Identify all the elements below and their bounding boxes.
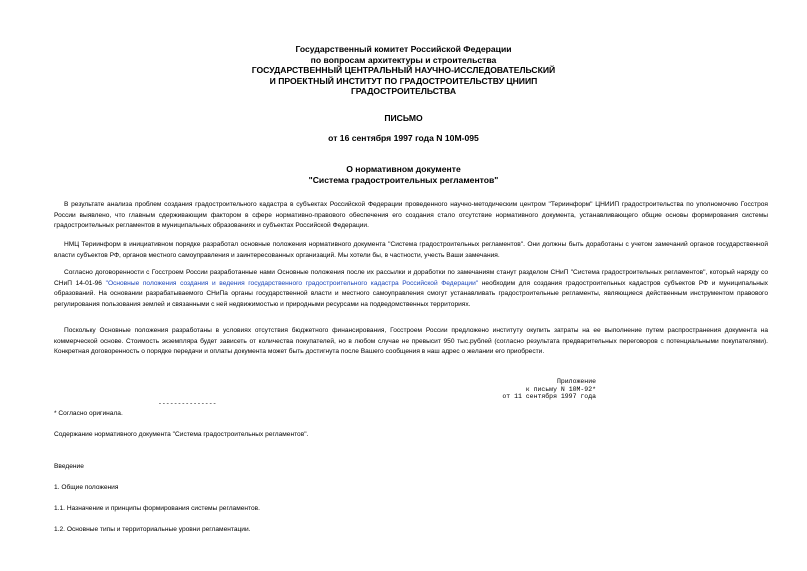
subject-line-2: "Система градостроительных регламентов" xyxy=(308,175,499,185)
contents-item: Введение xyxy=(54,463,84,470)
paragraph-2: НМЦ Териинформ в инициативном порядке разработал основные положения нормативного документа "Система градостроительных регламентов". Они должны быть доработаны с учетом замечаний органов государственной власти субъектов РФ, органов местного самоуправления и заинтересованных организаций. Мы хотели бы, в частности, учесть Ваши замечания. xyxy=(54,241,768,259)
snip-link[interactable]: "Основные положения создания и ведения государственного градостроительного кадастра Российской Федерации" xyxy=(105,279,479,287)
separator-line: --------------- xyxy=(158,400,217,407)
paragraph-3-text-end: необходим для создания градостроительных кадастров субъектов РФ и муниципальных образований. На основании разрабатываемого СНиПа органы государственной власти и местного самоуправления смогут устанавливать градостроительные регламенты, являющиеся действенным инструментом правового регулирования пользования землей и связанными с ней недвижимостью и природными ресурсами на подведомственных территориях. xyxy=(54,279,768,308)
contents-item: 1.2. Основные типы и территориальные уровни регламентации. xyxy=(54,526,251,533)
letterhead xyxy=(0,44,807,97)
appendix-line: Приложение xyxy=(556,378,596,385)
appendix-line: от 11 сентября 1997 года xyxy=(502,393,596,401)
header-line: ГРАДОСТРОИТЕЛЬСТВА xyxy=(350,86,457,97)
header-line: ГОСУДАРСТВЕННЫЙ ЦЕНТРАЛЬНЫЙ НАУЧНО-ИССЛЕДОВАТЕЛЬСКИЙ xyxy=(251,65,556,76)
paragraph-3-text: Согласно договоренности с Госстроем России разработанные нами Основные положения после их рассылки и доработки по замечаниям станут разделом СНиП "Система градостроительных регламентов", который наряду со СНиП 14-01-96 xyxy=(54,269,768,287)
date-number: от 16 сентября 1997 года N 10М-095 xyxy=(328,133,479,143)
document-type: ПИСЬМО xyxy=(384,113,423,123)
paragraph-3 xyxy=(54,268,768,310)
header-line: Государственный комитет Российской Федерации xyxy=(295,44,512,54)
header-line: И ПРОЕКТНЫЙ ИНСТИТУТ ПО ГРАДОСТРОИТЕЛЬСТВУ ЦНИИП xyxy=(269,75,538,86)
header-line: по вопросам архитектуры и строительства xyxy=(310,54,497,65)
subject-line-1: О нормативном документе xyxy=(346,164,461,174)
contents-item: 1.1. Назначение и принципы формирования системы регламентов. xyxy=(54,505,261,512)
contents-title: Содержание нормативного документа "Система градостроительных регламентов". xyxy=(54,431,309,438)
appendix-line: к письму N 10М-92* xyxy=(525,385,596,393)
paragraph-1: В результате анализа проблем создания градостроительного кадастра в субъектах Российской Федерации проведенного научно-методическим центром "Териинформ" ЦНИИП градостроительства по уполномочию Госстроя России выявлено, что главным сдерживающим фактором в сфере нормативно-правового обеспечения его создания стало отсутствие нормативного документа, устанавливающего общие основы формирования системы градостроительных регламентов в муниципальных образованиях и субъектах Российской Федерации. xyxy=(54,201,768,230)
appendix-reference xyxy=(440,378,596,401)
footnote: * Согласно оригинала. xyxy=(54,410,123,417)
paragraph-4: Поскольку Основные положения разработаны в условиях отсутствия бюджетного финансирования, Госстроем России предложено институту окупить затраты на ее выполнение путем распространения документа на коммерческой основе. Стоимость экземпляра будет зависеть от количества покупателей, но в любом случае не превысит 950 тыс.рублей (согласно результата предварительных переговоров с потенциальными покупателями). Конкретная договоренность о порядке передачи и оплаты документа может быть достигнута после Вашего сообщения в наш адрес о желании его приобрести. xyxy=(54,327,768,356)
contents-item: 1. Общие положения xyxy=(54,484,119,491)
